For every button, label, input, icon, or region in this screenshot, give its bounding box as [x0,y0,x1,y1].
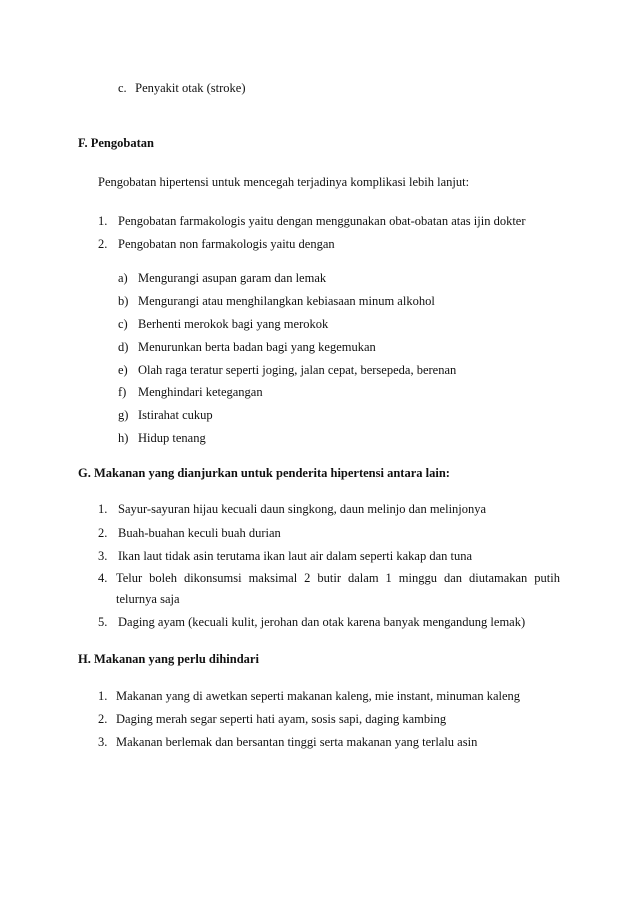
list-item-text: Telur boleh dikonsumsi maksimal 2 butir dalam 1 minggu dan diutamakan putih [116,571,560,585]
list-item-text: Daging ayam (kecuali kulit, jerohan dan otak karena banyak mengandung lemak) [118,615,526,629]
list-item-text: Berhenti merokok bagi yang merokok [138,317,329,331]
list-marker: c) [118,317,128,331]
list-item-text: Buah-buahan keculi buah durian [118,526,281,540]
list-marker: 2. [98,712,108,726]
list-marker: d) [118,340,129,354]
sub-list-item [118,270,326,286]
list-item-text: Ikan laut tidak asin terutama ikan laut air dalam seperti kakap dan tuna [118,549,473,563]
sub-list-item [118,362,456,378]
list-item-text: Mengurangi asupan garam dan lemak [138,271,327,285]
list-item-text: Penyakit otak (stroke) [135,81,246,95]
list-item-text: Istirahat cukup [138,408,213,422]
sub-list-item [118,339,376,355]
list-marker: b) [118,294,129,308]
list-marker: 1. [98,502,108,516]
section-f-intro: Pengobatan hipertensi untuk mencegah terjadinya komplikasi lebih lanjut: [98,175,470,189]
list-item [98,236,335,252]
list-marker: 1. [98,214,108,228]
section-f-title: F. Pengobatan [78,136,154,150]
list-item-text: Mengurangi atau menghilangkan kebiasaan minum alkohol [138,294,435,308]
list-item-continuation: telurnya saja [116,592,180,606]
list-marker: f) [118,385,127,399]
list-item-text: Menurunkan berta badan bagi yang kegemukan [138,340,376,354]
sub-list-item [118,430,206,446]
sub-list-item [118,384,263,400]
list-item-text: Hidup tenang [138,431,206,445]
sub-list-item [118,407,213,423]
list-item [118,80,246,96]
list-marker: a) [118,271,128,285]
list-item [98,614,525,630]
list-item [98,734,477,750]
list-item-text: Pengobatan farmakologis yaitu dengan menggunakan obat-obatan atas ijin dokter [118,214,526,228]
list-marker: h) [118,431,129,445]
list-item [98,548,472,564]
list-marker: 5. [98,615,108,629]
list-marker: 4. [98,571,108,585]
list-marker: c. [118,81,127,95]
list-item [98,711,446,727]
list-marker: 1. [98,689,108,703]
list-item-text: Makanan berlemak dan bersantan tinggi serta makanan yang terlalu asin [116,735,478,749]
section-h-title: H. Makanan yang perlu dihindari [78,652,259,666]
list-item [98,688,520,704]
list-marker: 2. [98,526,108,540]
list-marker: 2. [98,237,108,251]
list-item-text: Olah raga teratur seperti joging, jalan cepat, bersepeda, berenan [138,363,457,377]
list-marker: 3. [98,735,108,749]
list-item-text: Daging merah segar seperti hati ayam, sosis sapi, daging kambing [116,712,447,726]
list-item-text: Menghindari ketegangan [138,385,263,399]
list-item-text: Pengobatan non farmakologis yaitu dengan [118,237,335,251]
list-item [98,213,526,229]
list-marker: 3. [98,549,108,563]
list-item [98,570,560,586]
list-item-text: Sayur-sayuran hijau kecuali daun singkong, daun melinjo dan melinjonya [118,502,487,516]
list-marker: e) [118,363,128,377]
section-g-title: G. Makanan yang dianjurkan untuk penderita hipertensi antara lain: [78,466,450,480]
sub-list-item [118,293,435,309]
list-item-text: Makanan yang di awetkan seperti makanan kaleng, mie instant, minuman kaleng [116,689,521,703]
sub-list-item [118,316,328,332]
list-marker: g) [118,408,129,422]
list-item [98,525,281,541]
list-item [98,501,486,517]
